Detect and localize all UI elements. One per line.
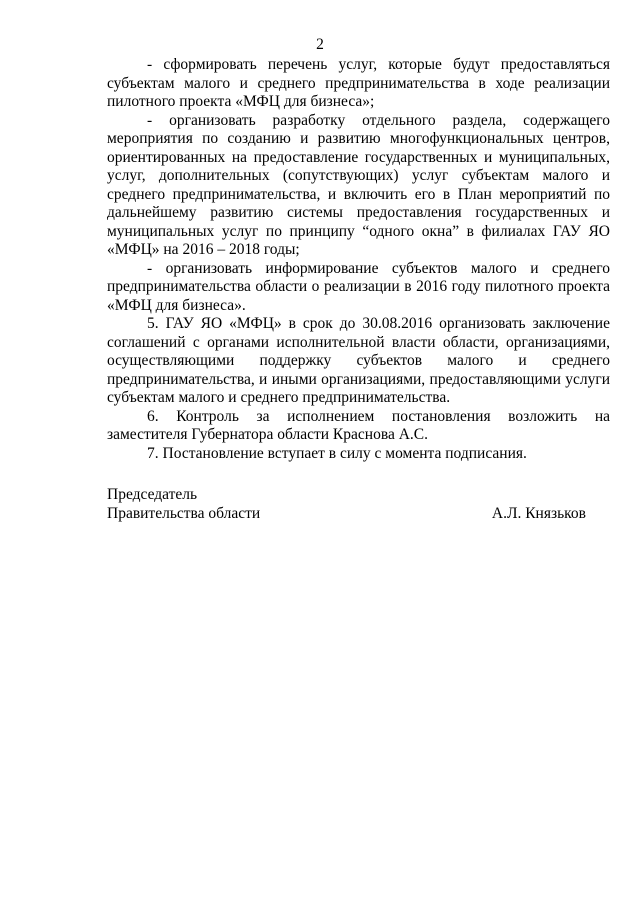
paragraph-item-6: 6. Контроль за исполнением постановления возложить на заместителя Губернатора области Краснова А.С. bbox=[107, 407, 610, 443]
page-number: 2 bbox=[316, 36, 324, 53]
signature-title-line-2 bbox=[107, 505, 610, 524]
paragraph-item-5: 5. ГАУ ЯО «МФЦ» в срок до 30.08.2016 организовать заключение соглашений с органами исполнительной власти области, организациями, осуществляющими поддержку субъектов малого и среднего предпринимательства, и иными организациями, предоставляющими услуги субъектам малого и среднего предпринимательства. bbox=[107, 315, 610, 406]
signature-title-government: Правительства области bbox=[107, 504, 261, 522]
signature-title-chairman: Председатель bbox=[107, 486, 198, 503]
signature-title-line-1 bbox=[107, 486, 610, 505]
document-body bbox=[107, 56, 610, 463]
paragraph-item-7: 7. Постановление вступает в силу с момента подписания. bbox=[147, 444, 527, 462]
paragraph-list-item-section-development: - организовать разработку отдельного раздела, содержащего мероприятия по созданию и развитию многофункциональных центров, ориентированных на предоставление государственных и муниципальных, услуг, дополнительных (сопутствующих) услуг субъектам малого и среднего предпринимательства, и включить его в План мероприятий по дальнейшему развитию системы предоставления государственных и муниципальных услуг по принципу “одного окна” в филиалах ГАУ ЯО «МФЦ» на 2016 – 2018 годы; bbox=[107, 111, 610, 258]
signature-block bbox=[107, 486, 610, 523]
paragraph-list-item-services: - сформировать перечень услуг, которые будут предоставляться субъектам малого и среднего предпринимательства в ходе реализации пилотного проекта «МФЦ для бизнеса»; bbox=[107, 56, 610, 110]
signatory-name: А.Л. Князьков bbox=[491, 504, 586, 522]
paragraph-list-item-informing: - организовать информирование субъектов малого и среднего предпринимательства области о реализации в 2016 году пилотного проекта «МФЦ для бизнеса». bbox=[107, 259, 610, 314]
